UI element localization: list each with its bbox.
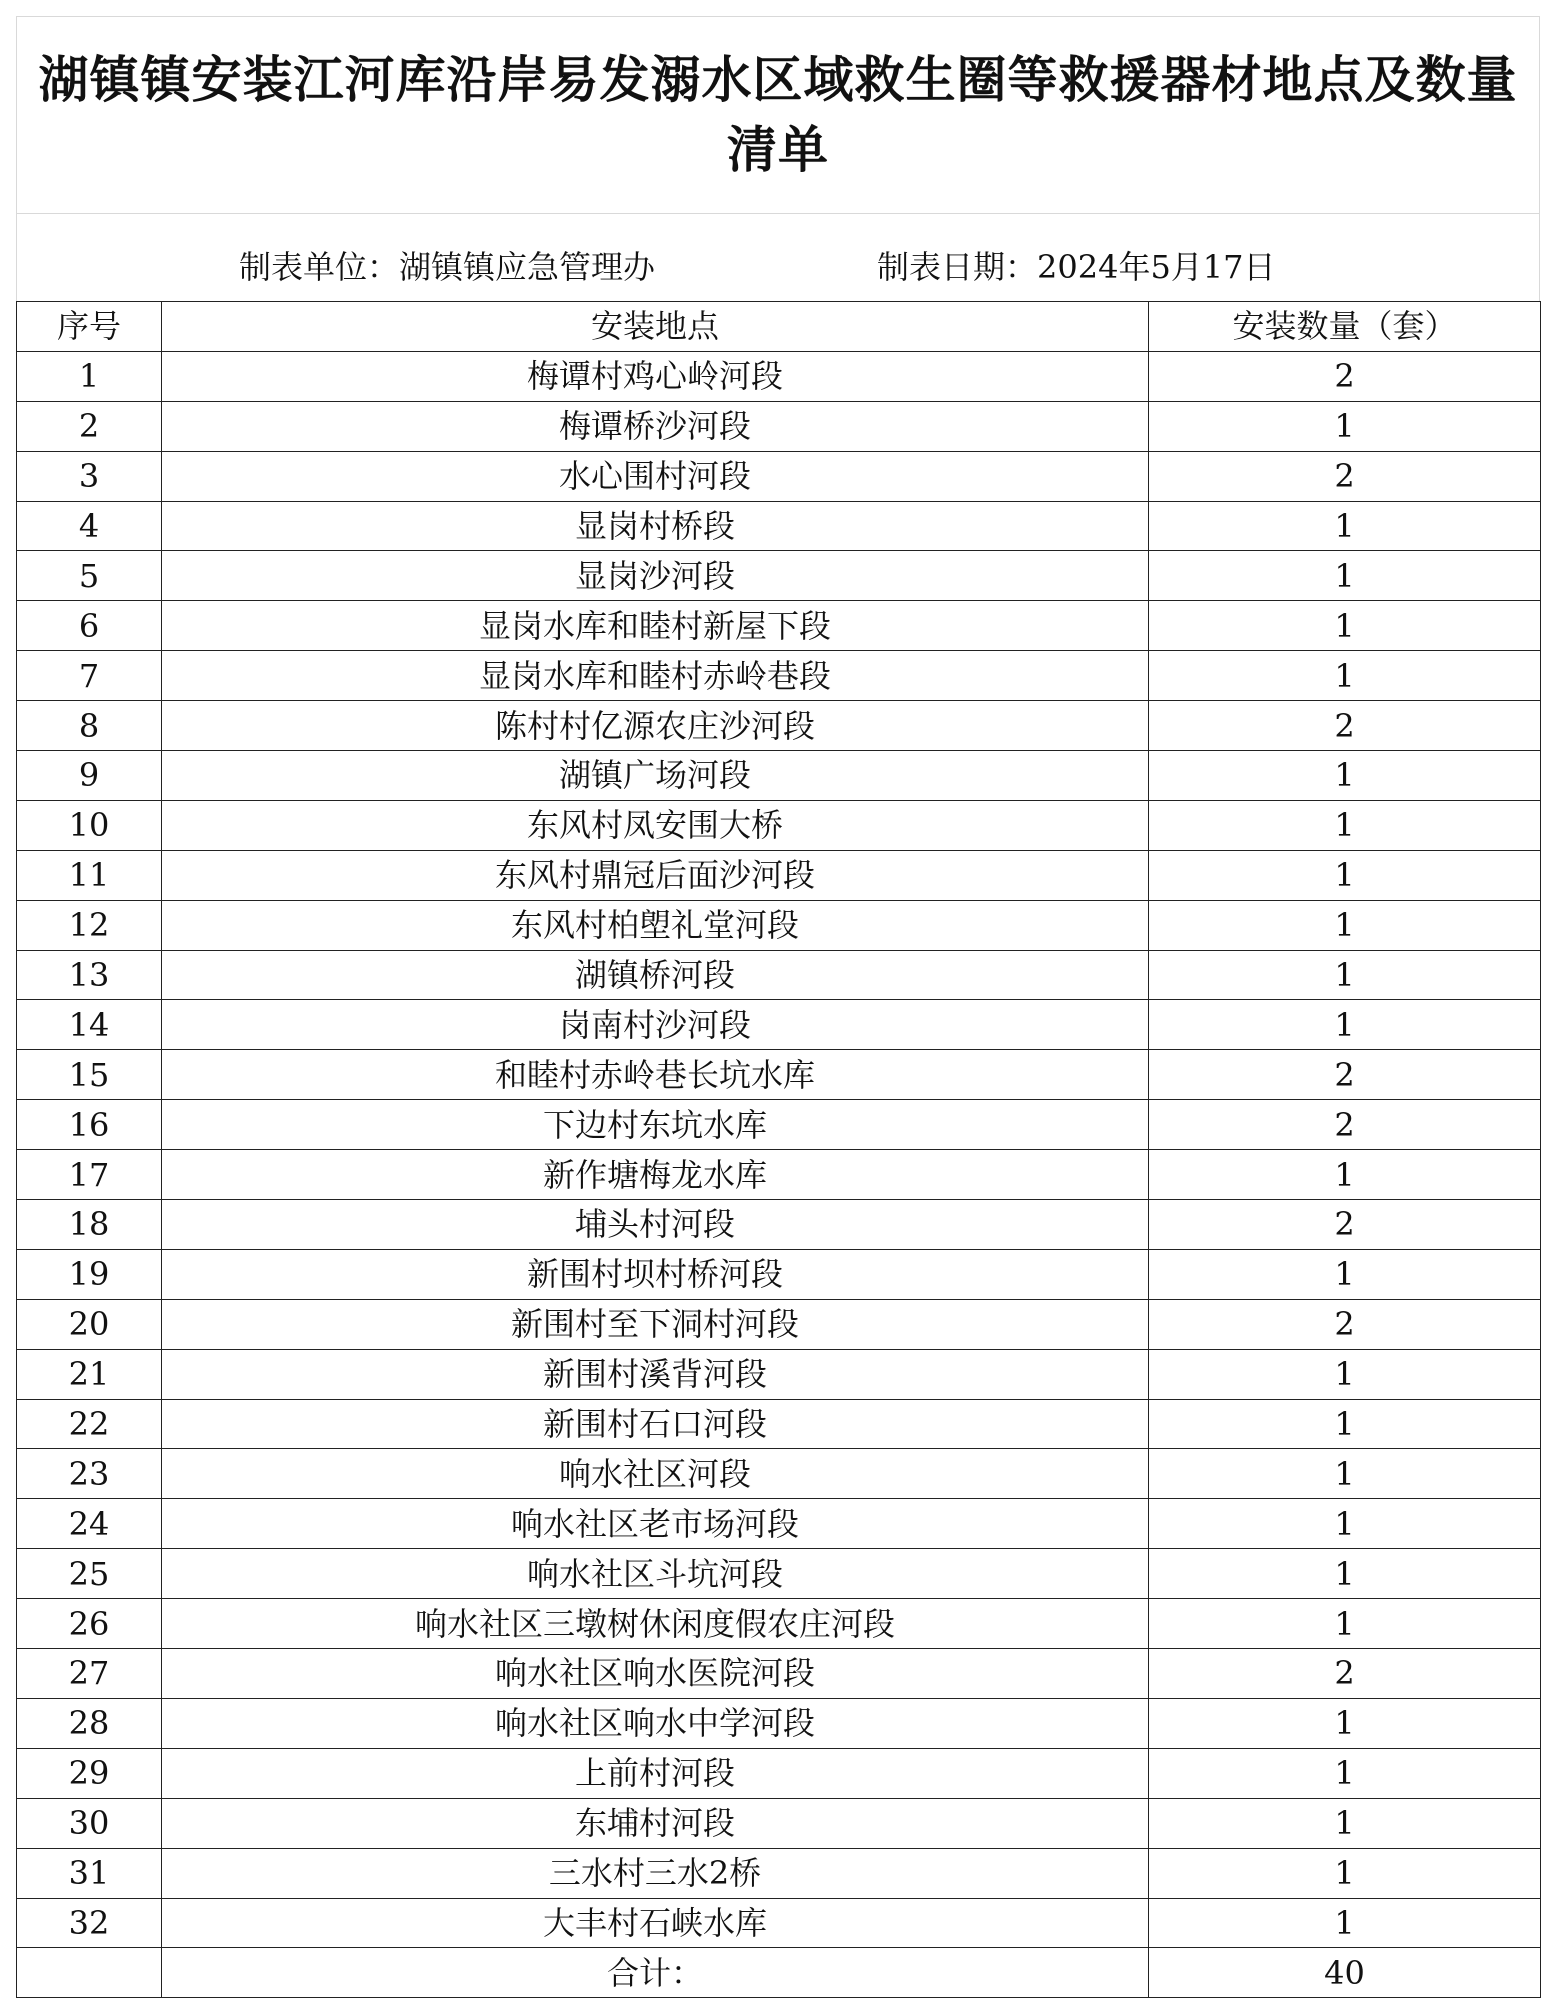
row-no-cell: 31 [17, 1848, 162, 1898]
table-row [17, 1898, 1541, 1948]
row-no-cell: 24 [17, 1499, 162, 1549]
row-quantity-cell: 1 [1149, 1000, 1541, 1050]
row-quantity-cell: 2 [1149, 1299, 1541, 1349]
row-location-cell: 响水社区斗坑河段 [162, 1549, 1149, 1599]
row-location-cell: 东风村鼎冠后面沙河段 [162, 850, 1149, 900]
row-location-cell: 新作塘梅龙水库 [162, 1150, 1149, 1200]
row-quantity-cell: 1 [1149, 751, 1541, 801]
row-location-cell: 显岗水库和睦村赤岭巷段 [162, 651, 1149, 701]
total-label: 合计： [162, 1948, 1149, 1998]
table-row [17, 351, 1541, 401]
row-quantity-cell: 1 [1149, 1499, 1541, 1549]
row-no-cell: 2 [17, 401, 162, 451]
row-location-cell: 三水村三水2桥 [162, 1848, 1149, 1898]
header-no: 序号 [17, 302, 162, 352]
row-no-cell: 3 [17, 451, 162, 501]
row-no-cell: 20 [17, 1299, 162, 1349]
table-row [17, 751, 1541, 801]
row-quantity-cell: 1 [1149, 651, 1541, 701]
row-quantity-cell: 1 [1149, 1399, 1541, 1449]
table-row [17, 1349, 1541, 1399]
row-location-cell: 埔头村河段 [162, 1200, 1149, 1250]
row-no-cell: 25 [17, 1549, 162, 1599]
row-no-cell: 9 [17, 751, 162, 801]
table-header-row [17, 302, 1541, 352]
row-quantity-cell: 1 [1149, 800, 1541, 850]
table-row [17, 1599, 1541, 1649]
title-box [16, 16, 1540, 214]
row-location-cell: 上前村河段 [162, 1748, 1149, 1798]
row-location-cell: 显岗村桥段 [162, 501, 1149, 551]
table-row [17, 950, 1541, 1000]
table-row [17, 1449, 1541, 1499]
row-no-cell: 17 [17, 1150, 162, 1200]
row-quantity-cell: 1 [1149, 900, 1541, 950]
table-row [17, 1100, 1541, 1150]
row-location-cell: 新围村至下洞村河段 [162, 1299, 1149, 1349]
row-location-cell: 新围村坝村桥河段 [162, 1249, 1149, 1299]
row-location-cell: 新围村石口河段 [162, 1399, 1149, 1449]
row-no-cell: 19 [17, 1249, 162, 1299]
row-no-cell: 22 [17, 1399, 162, 1449]
table-row [17, 1150, 1541, 1200]
row-quantity-cell: 2 [1149, 701, 1541, 751]
row-no-cell: 15 [17, 1050, 162, 1100]
row-quantity-cell: 1 [1149, 601, 1541, 651]
table-row [17, 1000, 1541, 1050]
table-row [17, 1698, 1541, 1748]
document-sheet [16, 16, 1544, 1991]
row-no-cell: 13 [17, 950, 162, 1000]
table-row [17, 850, 1541, 900]
total-blank-cell [17, 1948, 162, 1998]
table-row [17, 701, 1541, 751]
row-quantity-cell: 1 [1149, 950, 1541, 1000]
row-quantity-cell: 1 [1149, 1150, 1541, 1200]
table-row [17, 1848, 1541, 1898]
row-quantity-cell: 1 [1149, 1599, 1541, 1649]
row-no-cell: 30 [17, 1798, 162, 1848]
header-location: 安装地点 [162, 302, 1149, 352]
table-row [17, 601, 1541, 651]
table-row [17, 800, 1541, 850]
row-no-cell: 18 [17, 1200, 162, 1250]
table-row [17, 1499, 1541, 1549]
page-title: 湖镇镇安装江河库沿岸易发溺水区域救生圈等救援器材地点及数量清单 [38, 51, 1518, 179]
row-quantity-cell: 1 [1149, 551, 1541, 601]
row-location-cell: 湖镇桥河段 [162, 950, 1149, 1000]
row-quantity-cell: 1 [1149, 501, 1541, 551]
row-quantity-cell: 1 [1149, 1848, 1541, 1898]
row-location-cell: 梅谭村鸡心岭河段 [162, 351, 1149, 401]
row-location-cell: 下边村东坑水库 [162, 1100, 1149, 1150]
row-quantity-cell: 1 [1149, 1349, 1541, 1399]
table-row [17, 551, 1541, 601]
table-row [17, 401, 1541, 451]
row-no-cell: 29 [17, 1748, 162, 1798]
table-row [17, 1549, 1541, 1599]
row-quantity-cell: 1 [1149, 1698, 1541, 1748]
table-row [17, 1249, 1541, 1299]
row-quantity-cell: 2 [1149, 1100, 1541, 1150]
row-no-cell: 12 [17, 900, 162, 950]
row-no-cell: 4 [17, 501, 162, 551]
table-row [17, 1200, 1541, 1250]
prepared-date: 制表日期：2024年5月17日 [877, 248, 1276, 286]
row-no-cell: 28 [17, 1698, 162, 1748]
table-row [17, 1050, 1541, 1100]
table-body [17, 351, 1541, 1948]
row-location-cell: 湖镇广场河段 [162, 751, 1149, 801]
row-location-cell: 水心围村河段 [162, 451, 1149, 501]
row-no-cell: 10 [17, 800, 162, 850]
row-location-cell: 东埔村河段 [162, 1798, 1149, 1848]
meta-row [16, 214, 1540, 302]
row-quantity-cell: 1 [1149, 401, 1541, 451]
table-row [17, 900, 1541, 950]
row-no-cell: 7 [17, 651, 162, 701]
row-quantity-cell: 2 [1149, 451, 1541, 501]
table-row [17, 651, 1541, 701]
row-quantity-cell: 2 [1149, 351, 1541, 401]
row-no-cell: 16 [17, 1100, 162, 1150]
row-location-cell: 响水社区老市场河段 [162, 1499, 1149, 1549]
row-location-cell: 岗南村沙河段 [162, 1000, 1149, 1050]
row-no-cell: 11 [17, 850, 162, 900]
row-quantity-cell: 2 [1149, 1200, 1541, 1250]
prepared-by-unit: 制表单位：湖镇镇应急管理办 [239, 248, 656, 286]
row-quantity-cell: 1 [1149, 850, 1541, 900]
row-no-cell: 1 [17, 351, 162, 401]
row-location-cell: 响水社区响水医院河段 [162, 1649, 1149, 1699]
row-quantity-cell: 2 [1149, 1649, 1541, 1699]
row-no-cell: 6 [17, 601, 162, 651]
total-row [17, 1948, 1541, 1998]
row-location-cell: 大丰村石峡水库 [162, 1898, 1149, 1948]
row-location-cell: 陈村村亿源农庄沙河段 [162, 701, 1149, 751]
row-no-cell: 23 [17, 1449, 162, 1499]
row-location-cell: 新围村溪背河段 [162, 1349, 1149, 1399]
table-row [17, 1748, 1541, 1798]
row-no-cell: 21 [17, 1349, 162, 1399]
table-row [17, 451, 1541, 501]
row-no-cell: 14 [17, 1000, 162, 1050]
row-quantity-cell: 1 [1149, 1748, 1541, 1798]
row-location-cell: 响水社区河段 [162, 1449, 1149, 1499]
row-location-cell: 梅谭桥沙河段 [162, 401, 1149, 451]
row-quantity-cell: 1 [1149, 1249, 1541, 1299]
row-location-cell: 响水社区响水中学河段 [162, 1698, 1149, 1748]
row-no-cell: 5 [17, 551, 162, 601]
row-location-cell: 显岗沙河段 [162, 551, 1149, 601]
row-quantity-cell: 1 [1149, 1549, 1541, 1599]
row-location-cell: 显岗水库和睦村新屋下段 [162, 601, 1149, 651]
row-quantity-cell: 1 [1149, 1898, 1541, 1948]
row-location-cell: 东风村柏塱礼堂河段 [162, 900, 1149, 950]
total-value: 40 [1149, 1948, 1541, 1998]
table-row [17, 1649, 1541, 1699]
table-row [17, 1798, 1541, 1848]
row-location-cell: 响水社区三墩树休闲度假农庄河段 [162, 1599, 1149, 1649]
row-no-cell: 26 [17, 1599, 162, 1649]
row-quantity-cell: 1 [1149, 1449, 1541, 1499]
table-row [17, 501, 1541, 551]
row-no-cell: 32 [17, 1898, 162, 1948]
row-location-cell: 东风村凤安围大桥 [162, 800, 1149, 850]
row-quantity-cell: 2 [1149, 1050, 1541, 1100]
row-no-cell: 27 [17, 1649, 162, 1699]
equipment-table [16, 301, 1541, 1998]
row-location-cell: 和睦村赤岭巷长坑水库 [162, 1050, 1149, 1100]
table-row [17, 1399, 1541, 1449]
row-quantity-cell: 1 [1149, 1798, 1541, 1848]
header-quantity: 安装数量（套） [1149, 302, 1541, 352]
row-no-cell: 8 [17, 701, 162, 751]
table-row [17, 1299, 1541, 1349]
